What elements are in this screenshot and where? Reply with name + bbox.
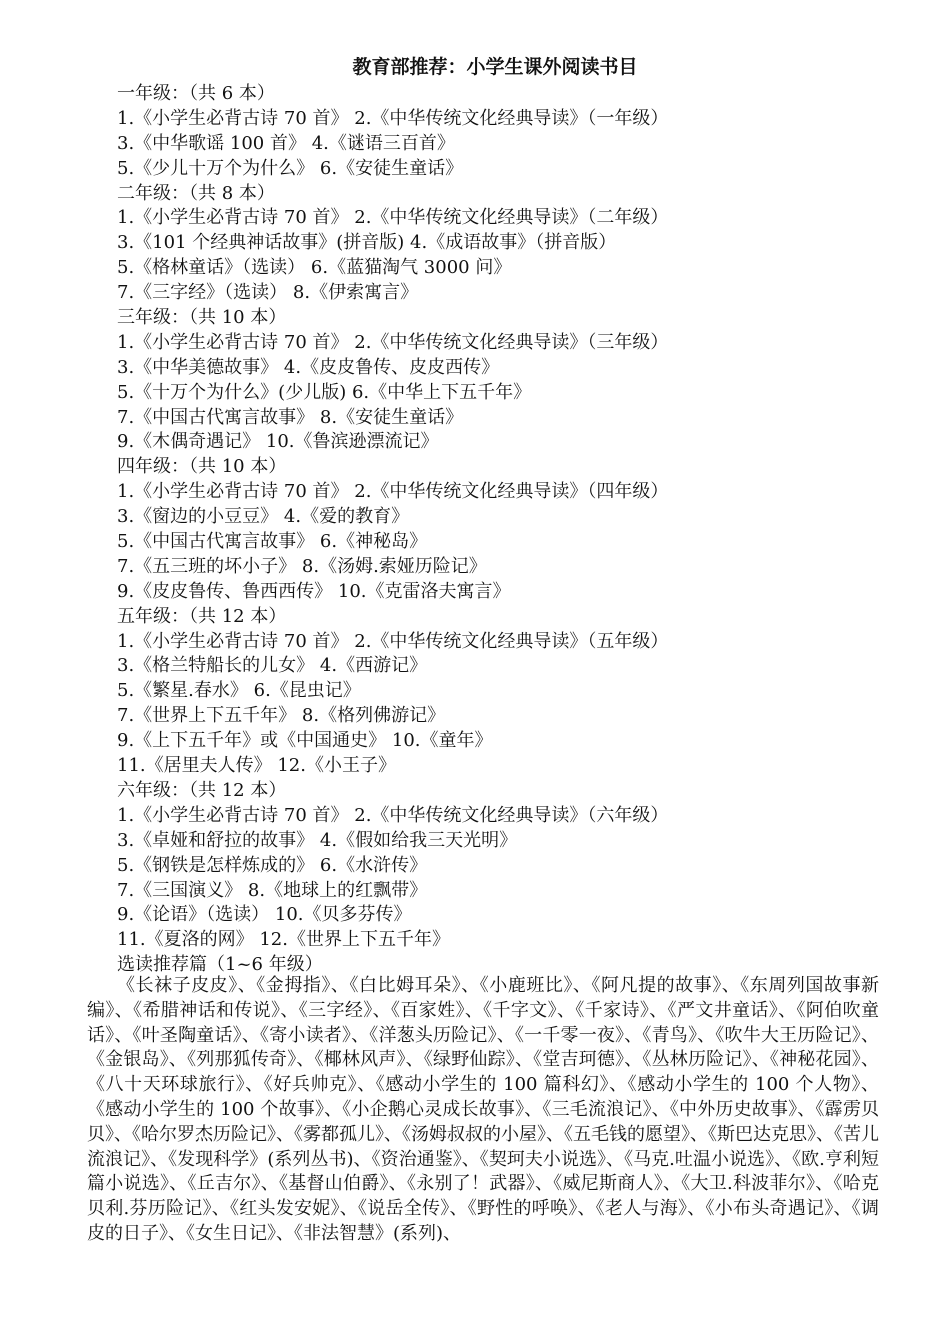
grade-heading: 三年级：（共 10 本） (117, 307, 287, 329)
book-list-line: 9.《论语》（选读） 10.《贝多芬传》 (117, 904, 412, 926)
book-list-line: 3.《窗边的小豆豆》 4.《爱的教育》 (117, 506, 410, 528)
book-list-line: 1.《小学生必背古诗 70 首》 2.《中华传统文化经典导读》（四年级） (117, 481, 669, 503)
book-list-line: 1.《小学生必背古诗 70 首》 2.《中华传统文化经典导读》（三年级） (117, 331, 669, 353)
grade-heading: 五年级：（共 12 本） (117, 605, 287, 627)
book-list-line: 5.《中国古代寓言故事》 6.《神秘岛》 (117, 531, 428, 553)
book-list-line: 9.《皮皮鲁传、鲁西西传》 10.《克雷洛夫寓言》 (117, 580, 511, 602)
book-list-line: 3.《中华歌谣 100 首》 4.《谜语三百首》 (117, 132, 455, 154)
book-list-line: 3.《中华美德故事》 4.《皮皮鲁传、皮皮西传》 (117, 356, 500, 378)
book-list-line: 5.《繁星.春水》 6.《昆虫记》 (117, 680, 361, 702)
book-list-line: 7.《世界上下五千年》 8.《格列佛游记》 (117, 705, 446, 727)
optional-reading-paragraph: 《长袜子皮皮》、《金拇指》、《白比姆耳朵》、《小鹿班比》、《阿凡提的故事》、《东周列国故事新编》、《希腊神话和传说》、《三字经》、《百家姓》、《千字文》、《千家诗》、《严文井童话》、《阿伯吹童话》、《叶圣陶童话》、《寄小读者》、《洋葱头历险记》、《一千零一夜》、《青鸟》、《吹牛大王历险记》、《金银岛》、《列那狐传奇》、《椰林风声》、《绿野仙踪》、《堂吉珂德》、《丛林历险记》、《神秘花园》、《八十天环球旅行》、《好兵帅克》、《感动小学生的 100 篇科幻》、《感动小学生的 100 个人物》、《感动小学生的 100 个故事》、《小企鹅心灵成长故事》、《三毛流浪记》、《中外历史故事》、《霹雳贝贝》、《哈尔罗杰历险记》、《雾都孤儿》、《汤姆叔叔的小屋》、《五毛钱的愿望》、《斯巴达克思》、《苦儿流浪记》、《发现科学》(系列丛书)、《资治通鉴》、《契珂夫小说选》、《马克.吐温小说选》、《欧.亨利短篇小说选》、《丘吉尔》、《基督山伯爵》、《永别了！武器》、《威尼斯商人》、《大卫.科波菲尔》、《哈克贝利.芬历险记》、《红头发安妮》、《说岳全传》、《野性的呼唤》、《老人与海》、《小布头奇遇记》、《调皮的日子》、《女生日记》、《非法智慧》(系列)、 (87, 975, 879, 1244)
book-list-line: 7.《中国古代寓言故事》 8.《安徒生童话》 (117, 406, 464, 428)
grade-heading: 一年级：（共 6 本） (117, 83, 275, 104)
book-list-line: 1.《小学生必背古诗 70 首》 2.《中华传统文化经典导读》（一年级） (117, 107, 669, 129)
book-list-line: 3.《101 个经典神话故事》(拼音版) 4.《成语故事》（拼音版） (117, 232, 617, 254)
book-list-line: 1.《小学生必背古诗 70 首》 2.《中华传统文化经典导读》（五年级） (117, 630, 669, 652)
reading-list (117, 82, 907, 978)
book-list-line: 1.《小学生必背古诗 70 首》 2.《中华传统文化经典导读》（二年级） (117, 207, 669, 229)
grade-heading: 四年级：（共 10 本） (117, 456, 287, 478)
book-list-line: 1.《小学生必背古诗 70 首》 2.《中华传统文化经典导读》（六年级） (117, 804, 669, 826)
book-list-line: 11.《居里夫人传》 12.《小王子》 (117, 755, 396, 777)
book-list-line: 9.《木偶奇遇记》 10.《鲁滨逊漂流记》 (117, 431, 439, 453)
book-list-line: 5.《少儿十万个为什么》 6.《安徒生童话》 (117, 157, 464, 179)
book-list-line: 11.《夏洛的网》 12.《世界上下五千年》 (117, 929, 450, 951)
book-list-line: 7.《三国演义》 8.《地球上的红飘带》 (117, 879, 428, 901)
book-list-line: 3.《卓娅和舒拉的故事》 4.《假如给我三天光明》 (117, 829, 518, 851)
grade-heading: 六年级：（共 12 本） (117, 779, 287, 801)
grade-heading: 二年级：（共 8 本） (117, 182, 275, 204)
book-list-line: 7.《三字经》（选读） 8.《伊索寓言》 (117, 282, 419, 304)
book-list-line: 7.《五三班的坏小子》 8.《汤姆.索娅历险记》 (117, 555, 487, 577)
book-list-line: 9.《上下五千年》或《中国通史》 10.《童年》 (117, 730, 493, 752)
book-list-line: 5.《十万个为什么》(少儿版) 6.《中华上下五千年》 (117, 381, 532, 403)
document-title: 教育部推荐：小学生课外阅读书目 (352, 56, 638, 78)
book-list-line: 3.《格兰特船长的儿女》 4.《西游记》 (117, 655, 428, 677)
grade-heading: 选读推荐篇（1~6 年级） (117, 954, 323, 976)
book-list-line: 5.《钢铁是怎样炼成的》 6.《水浒传》 (117, 854, 428, 876)
book-list-line: 5.《格林童话》（选读） 6.《蓝猫淘气 3000 问》 (117, 257, 512, 279)
